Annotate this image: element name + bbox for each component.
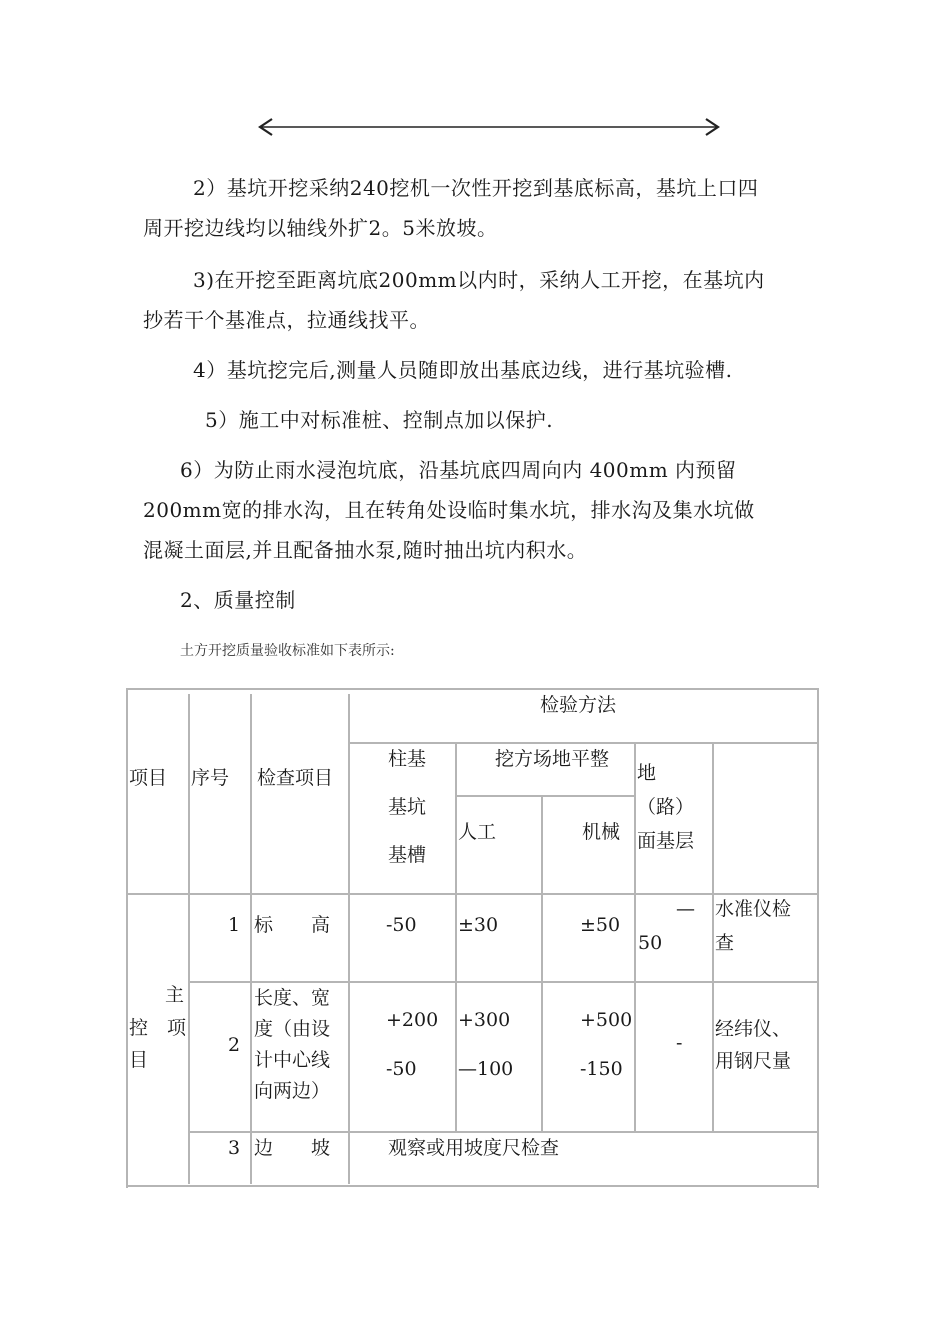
paragraph-3-line-1: 3)在开挖至距离坑底200mm以内时，采纳人工开挖，在基坑内 <box>193 268 765 292</box>
row-1-method-1: 水准仪检 <box>715 898 792 920</box>
header-inspection-method: 检验方法 <box>540 694 617 716</box>
row-2-item-4: 向两边） <box>254 1080 331 1102</box>
row-3-merged-method: 观察或用坡度尺检查 <box>388 1137 560 1159</box>
paragraph-2-line-2: 周开挖边线均以轴线外扩2。5米放坡。 <box>143 216 498 240</box>
row-2-number: 2 <box>228 1034 241 1056</box>
row-2-method-1: 经纬仪、 <box>715 1018 792 1040</box>
row-2-method-2: 用钢尺量 <box>715 1050 792 1072</box>
row-3-item: 边 坡 <box>254 1137 331 1159</box>
row-2-manual-2: —100 <box>458 1058 514 1080</box>
row-3-number: 3 <box>228 1137 241 1159</box>
row-2-item-2: 度（由设 <box>254 1018 331 1040</box>
header-pit-3: 基槽 <box>388 844 427 866</box>
paragraph-5: 5）施工中对标准桩、控制点加以保护. <box>205 408 554 432</box>
paragraph-2-line-1: 2）基坑开挖采纳240挖机一次性开挖到基底标高，基坑上口四 <box>193 176 759 200</box>
header-number: 序号 <box>191 767 230 789</box>
row-1-manual: ±30 <box>458 914 499 936</box>
group-label-3: 目 <box>129 1049 149 1071</box>
group-label-1: 主 <box>165 984 185 1006</box>
row-1-item: 标 高 <box>254 914 331 936</box>
header-road-1: 地 <box>637 762 657 784</box>
row-1-road-1: — <box>676 898 695 920</box>
header-machine: 机械 <box>582 821 621 843</box>
row-2-item-3: 计中心线 <box>254 1049 331 1071</box>
row-1-road-2: 50 <box>638 932 663 954</box>
section-heading: 2、质量控制 <box>180 588 296 612</box>
row-1-method-2: 查 <box>715 932 735 954</box>
double-arrow-line <box>256 116 722 138</box>
row-1-pit: -50 <box>386 914 417 936</box>
table-caption: 土方开挖质量验收标准如下表所示: <box>180 643 395 659</box>
row-2-road: - <box>676 1032 683 1054</box>
header-site-leveling: 挖方场地平整 <box>495 748 610 770</box>
header-check-item: 检查项目 <box>257 767 334 789</box>
paragraph-3-line-2: 抄若干个基准点，拉通线找平。 <box>143 308 430 332</box>
row-2-manual-1: +300 <box>458 1009 511 1031</box>
header-item: 项目 <box>129 767 168 789</box>
header-road-2: （路） <box>637 796 695 818</box>
paragraph-6-line-3: 混凝土面层,并且配备抽水泵,随时抽出坑内积水。 <box>143 538 588 562</box>
row-2-pit-2: -50 <box>386 1058 417 1080</box>
header-road-3: 面基层 <box>637 830 695 852</box>
group-label-2: 控 项 <box>129 1017 187 1039</box>
row-1-number: 1 <box>228 914 241 936</box>
row-2-machine-2: -150 <box>580 1058 623 1080</box>
row-1-machine: ±50 <box>580 914 621 936</box>
header-manual: 人工 <box>458 821 497 843</box>
paragraph-4: 4）基坑挖完后,测量人员随即放出基底边线，进行基坑验槽. <box>193 358 733 382</box>
row-2-item-1: 长度、宽 <box>254 987 331 1009</box>
paragraph-6-line-1: 6）为防止雨水浸泡坑底，沿基坑底四周向内 400mm 内预留 <box>180 458 737 482</box>
header-pit-1: 柱基 <box>388 748 427 770</box>
paragraph-6-line-2: 200mm宽的排水沟，且在转角处设临时集水坑，排水沟及集水坑做 <box>143 498 755 522</box>
row-2-machine-1: +500 <box>580 1009 633 1031</box>
header-pit-2: 基坑 <box>388 796 427 818</box>
row-2-pit-1: +200 <box>386 1009 439 1031</box>
